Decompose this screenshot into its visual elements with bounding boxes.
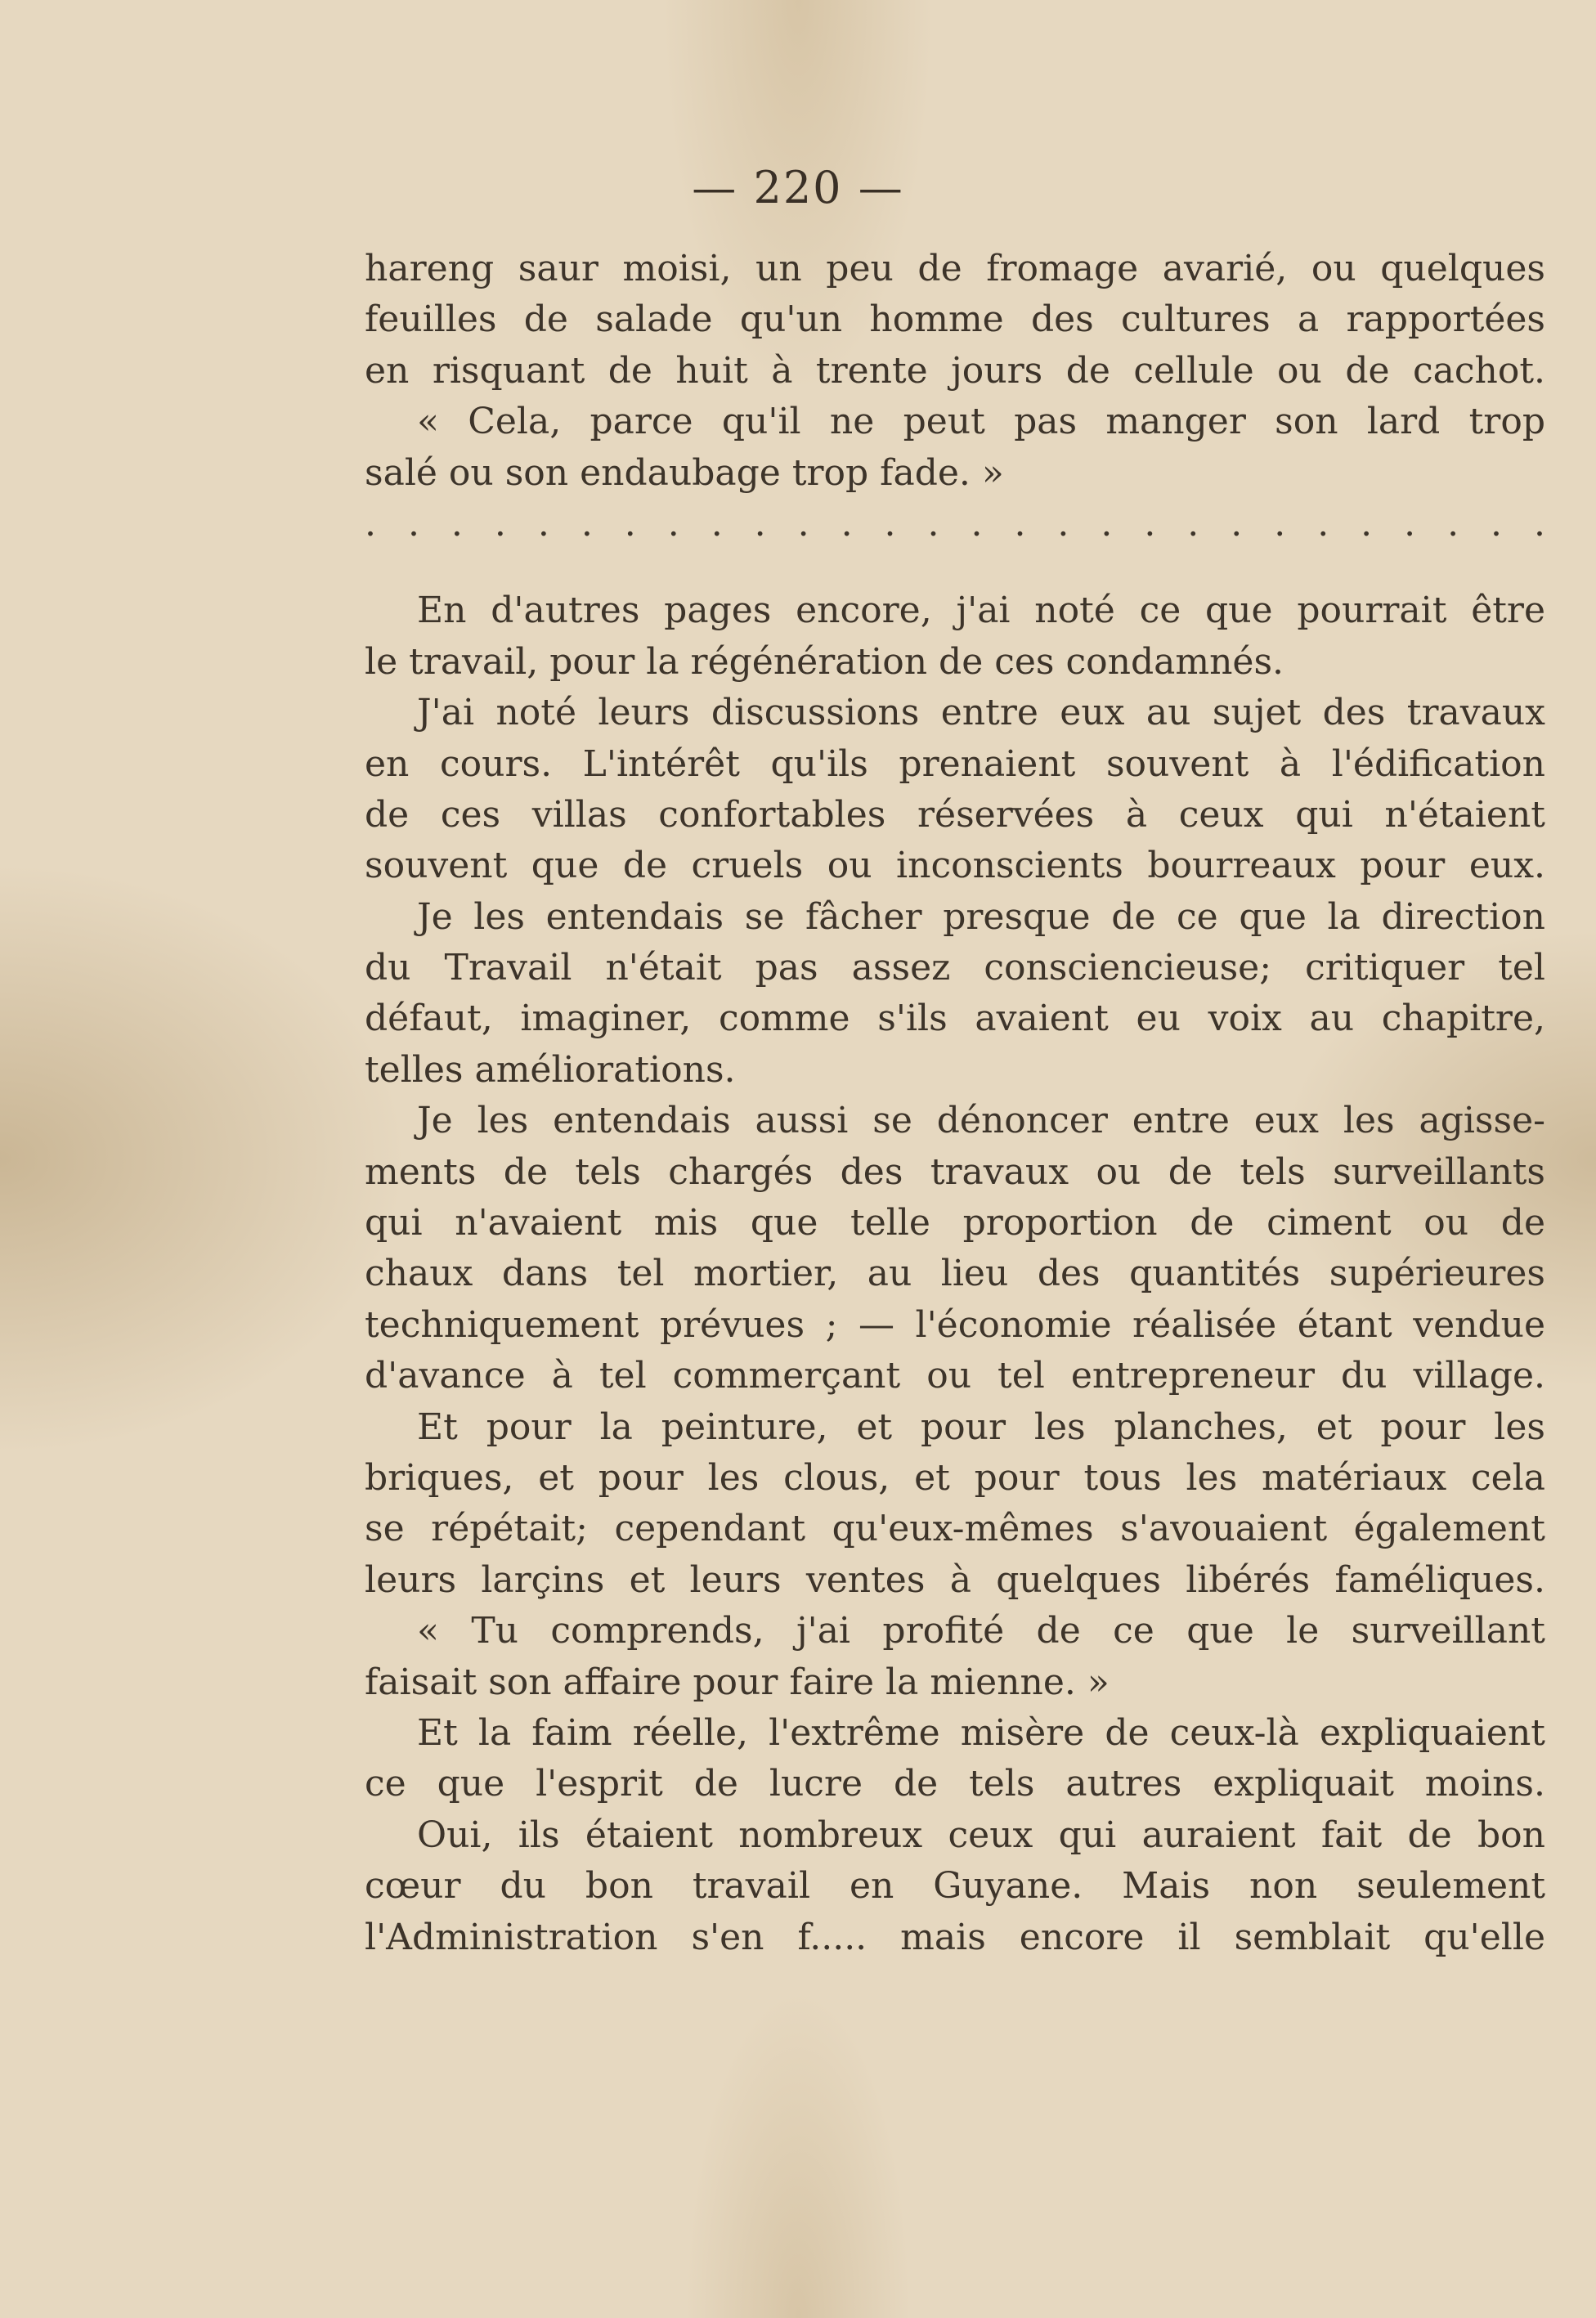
text-line: qui n'avaient mis que telle proportion de ciment ou de	[365, 1202, 1545, 1244]
text-line: souvent que de cruels ou inconscients bourreaux pour eux.	[365, 845, 1545, 887]
page-number-header: — 220 —	[692, 162, 904, 213]
text-line: « Cela, parce qu'il ne peut pas manger son lard trop	[417, 401, 1545, 443]
text-line: ce que l'esprit de lucre de tels autres expliquait moins.	[365, 1763, 1545, 1805]
text-line: le travail, pour la régénération de ces condamnés.	[365, 640, 1284, 683]
text-line: briques, et pour les clous, et pour tous les matériaux cela	[365, 1456, 1545, 1499]
text-line: techniquement prévues ; — l'économie réalisée étant vendue	[365, 1303, 1545, 1346]
section-gap	[365, 549, 1545, 585]
text-line: leurs larçins et leurs ventes à quelques libérés faméliques.	[365, 1558, 1545, 1601]
text-line: défaut, imaginer, comme s'ils avaient eu voix au chapitre,	[365, 998, 1545, 1040]
dot-leader-separator: . . . . . . . . . . . . . . . . . . . . . . . . . . . .	[365, 502, 1545, 545]
text-line: « Tu comprends, j'ai profité de ce que le surveillant	[417, 1610, 1545, 1652]
text-line: se répétait; cependant qu'eux-mêmes s'avouaient également	[365, 1508, 1545, 1550]
text-line: J'ai noté leurs discussions entre eux au sujet des travaux	[417, 692, 1545, 734]
text-line: chaux dans tel mortier, au lieu des quantités supérieures	[365, 1253, 1545, 1295]
text-line: feuilles de salade qu'un homme des cultures a rapportées	[365, 298, 1545, 341]
text-line: en cours. L'intérêt qu'ils prenaient souvent à l'édification	[365, 742, 1545, 785]
text-line: Je les entendais aussi se dénoncer entre eux les agisse-	[417, 1100, 1545, 1142]
text-line: de ces villas confortables réservées à ceux qui n'étaient	[365, 793, 1545, 836]
text-line: Oui, ils étaient nombreux ceux qui auraient fait de bon	[417, 1814, 1545, 1856]
text-line: En d'autres pages encore, j'ai noté ce que pourrait être	[417, 590, 1545, 632]
text-line: Je les entendais se fâcher presque de ce que la direction	[417, 895, 1545, 938]
text-line: faisait son affaire pour faire la mienne. »	[365, 1661, 1110, 1703]
text-line: l'Administration s'en f..... mais encore il semblait qu'elle	[365, 1916, 1545, 1958]
text-line: telles améliorations.	[365, 1048, 736, 1091]
text-line: salé ou son endaubage trop fade. »	[365, 451, 1004, 494]
text-line: ments de tels chargés des travaux ou de tels surveillants	[365, 1150, 1545, 1193]
text-line: cœur du bon travail en Guyane. Mais non seulement	[365, 1865, 1545, 1908]
page-body-text	[365, 244, 1545, 1963]
text-line: du Travail n'était pas assez consciencieuse; critiquer tel	[365, 947, 1545, 989]
text-line: Et pour la peinture, et pour les planches, et pour les	[417, 1406, 1545, 1448]
text-line: Et la faim réelle, l'extrême misère de ceux-là expliquaient	[417, 1711, 1545, 1754]
text-line: hareng saur moisi, un peu de fromage avarié, ou quelques	[365, 248, 1545, 289]
text-line: en risquant de huit à trente jours de cellule ou de cachot.	[365, 349, 1545, 392]
text-line: d'avance à tel commerçant ou tel entrepreneur du village.	[365, 1355, 1545, 1397]
